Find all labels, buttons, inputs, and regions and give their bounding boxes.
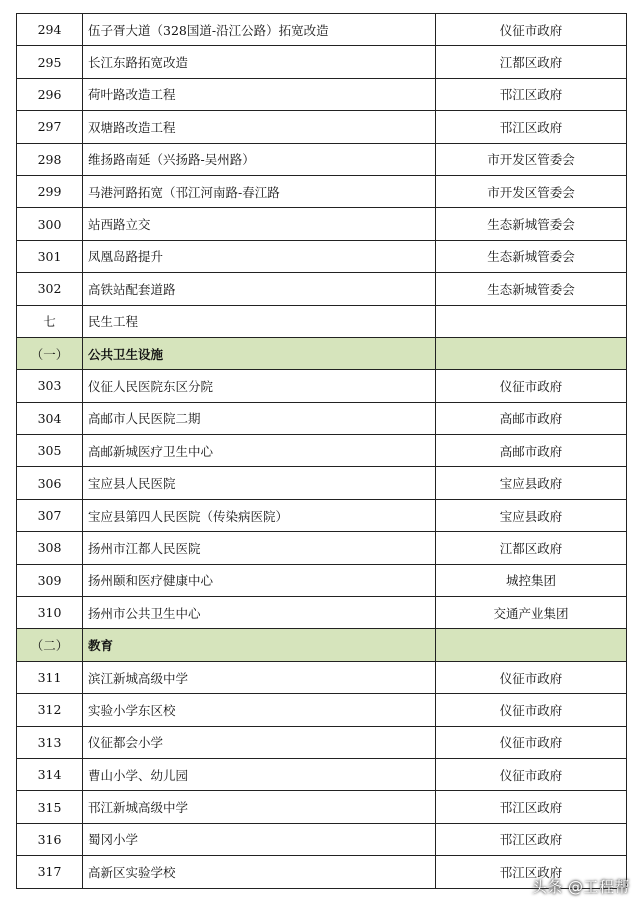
table-row: [17, 208, 627, 240]
row-number-cell: 307: [17, 499, 83, 531]
table-row: [17, 46, 627, 78]
row-number-cell: 297: [17, 111, 83, 143]
table-row: [17, 14, 627, 46]
section-header-row: [17, 629, 627, 661]
project-name-cell: 扬州市江都人民医院: [83, 532, 436, 564]
row-number-cell: 七: [17, 305, 83, 337]
row-number-cell: 312: [17, 694, 83, 726]
table-row: [17, 175, 627, 207]
project-name-cell: 扬州颐和医疗健康中心: [83, 564, 436, 596]
responsible-unit-cell: 邗江区政府: [436, 856, 627, 888]
row-number-cell: 295: [17, 46, 83, 78]
project-table-body: [17, 14, 627, 889]
row-number-cell: 308: [17, 532, 83, 564]
row-number-cell: 313: [17, 726, 83, 758]
project-name-cell: 仪征人民医院东区分院: [83, 370, 436, 402]
responsible-unit-cell: 邗江区政府: [436, 791, 627, 823]
table-row: [17, 435, 627, 467]
project-name-cell: 马港河路拓宽（邗江河南路-春江路: [83, 175, 436, 207]
row-number-cell: 302: [17, 273, 83, 305]
row-number-cell: 294: [17, 14, 83, 46]
responsible-unit-cell: 江都区政府: [436, 532, 627, 564]
responsible-unit-cell: 仪征市政府: [436, 758, 627, 790]
project-name-cell: 蜀冈小学: [83, 823, 436, 855]
project-name-cell: 宝应县人民医院: [83, 467, 436, 499]
row-number-cell: 311: [17, 661, 83, 693]
responsible-unit-cell: [436, 337, 627, 369]
responsible-unit-cell: 宝应县政府: [436, 499, 627, 531]
project-name-cell: 高铁站配套道路: [83, 273, 436, 305]
source-watermark: 头条 @工程帮: [531, 878, 630, 896]
table-row: [17, 467, 627, 499]
table-row: [17, 823, 627, 855]
responsible-unit-cell: 江都区政府: [436, 46, 627, 78]
responsible-unit-cell: [436, 305, 627, 337]
table-row: [17, 726, 627, 758]
project-name-cell: 高邮新城医疗卫生中心: [83, 435, 436, 467]
project-name-cell: 实验小学东区校: [83, 694, 436, 726]
row-number-cell: 314: [17, 758, 83, 790]
responsible-unit-cell: 城控集团: [436, 564, 627, 596]
row-number-cell: 296: [17, 78, 83, 110]
row-number-cell: 316: [17, 823, 83, 855]
project-name-cell: 长江东路拓宽改造: [83, 46, 436, 78]
table-row: [17, 694, 627, 726]
table-row: [17, 273, 627, 305]
table-row: [17, 78, 627, 110]
responsible-unit-cell: [436, 629, 627, 661]
project-name-cell: 站西路立交: [83, 208, 436, 240]
row-number-cell: 300: [17, 208, 83, 240]
responsible-unit-cell: 市开发区管委会: [436, 175, 627, 207]
project-name-cell: 宝应县第四人民医院（传染病医院）: [83, 499, 436, 531]
project-name-cell: 双塘路改造工程: [83, 111, 436, 143]
row-number-cell: 306: [17, 467, 83, 499]
table-row: [17, 532, 627, 564]
responsible-unit-cell: 邗江区政府: [436, 823, 627, 855]
table-row: [17, 402, 627, 434]
project-name-cell: 滨江新城高级中学: [83, 661, 436, 693]
responsible-unit-cell: 高邮市政府: [436, 435, 627, 467]
project-name-cell: 凤凰岛路提升: [83, 240, 436, 272]
row-number-cell: 309: [17, 564, 83, 596]
project-name-cell: 荷叶路改造工程: [83, 78, 436, 110]
project-name-cell: 伍子胥大道（328国道-沿江公路）拓宽改造: [83, 14, 436, 46]
row-number-cell: （二）: [17, 629, 83, 661]
row-number-cell: （一）: [17, 337, 83, 369]
row-number-cell: 299: [17, 175, 83, 207]
project-name-cell: 教育: [83, 629, 436, 661]
responsible-unit-cell: 仪征市政府: [436, 726, 627, 758]
project-name-cell: 高新区实验学校: [83, 856, 436, 888]
row-number-cell: 310: [17, 597, 83, 629]
table-row: [17, 111, 627, 143]
table-row: [17, 143, 627, 175]
responsible-unit-cell: 交通产业集团: [436, 597, 627, 629]
table-row: [17, 564, 627, 596]
section-header-row: [17, 337, 627, 369]
responsible-unit-cell: 仪征市政府: [436, 661, 627, 693]
table-row: [17, 661, 627, 693]
table-row: [17, 499, 627, 531]
project-name-cell: 扬州市公共卫生中心: [83, 597, 436, 629]
project-name-cell: 公共卫生设施: [83, 337, 436, 369]
row-number-cell: 317: [17, 856, 83, 888]
row-number-cell: 303: [17, 370, 83, 402]
row-number-cell: 305: [17, 435, 83, 467]
table-row: [17, 758, 627, 790]
project-name-cell: 曹山小学、幼儿园: [83, 758, 436, 790]
row-number-cell: 315: [17, 791, 83, 823]
project-name-cell: 仪征都会小学: [83, 726, 436, 758]
responsible-unit-cell: 仪征市政府: [436, 14, 627, 46]
project-name-cell: 民生工程: [83, 305, 436, 337]
category-row: [17, 305, 627, 337]
responsible-unit-cell: 生态新城管委会: [436, 273, 627, 305]
table-row: [17, 370, 627, 402]
table-row: [17, 791, 627, 823]
table-row: [17, 240, 627, 272]
responsible-unit-cell: 邗江区政府: [436, 111, 627, 143]
project-name-cell: 维扬路南延（兴扬路-吴州路）: [83, 143, 436, 175]
row-number-cell: 304: [17, 402, 83, 434]
table-row: [17, 597, 627, 629]
responsible-unit-cell: 仪征市政府: [436, 370, 627, 402]
project-name-cell: 邗江新城高级中学: [83, 791, 436, 823]
row-number-cell: 301: [17, 240, 83, 272]
responsible-unit-cell: 生态新城管委会: [436, 240, 627, 272]
project-table: [16, 13, 627, 889]
responsible-unit-cell: 高邮市政府: [436, 402, 627, 434]
responsible-unit-cell: 邗江区政府: [436, 78, 627, 110]
responsible-unit-cell: 生态新城管委会: [436, 208, 627, 240]
row-number-cell: 298: [17, 143, 83, 175]
responsible-unit-cell: 宝应县政府: [436, 467, 627, 499]
project-name-cell: 高邮市人民医院二期: [83, 402, 436, 434]
responsible-unit-cell: 市开发区管委会: [436, 143, 627, 175]
responsible-unit-cell: 仪征市政府: [436, 694, 627, 726]
